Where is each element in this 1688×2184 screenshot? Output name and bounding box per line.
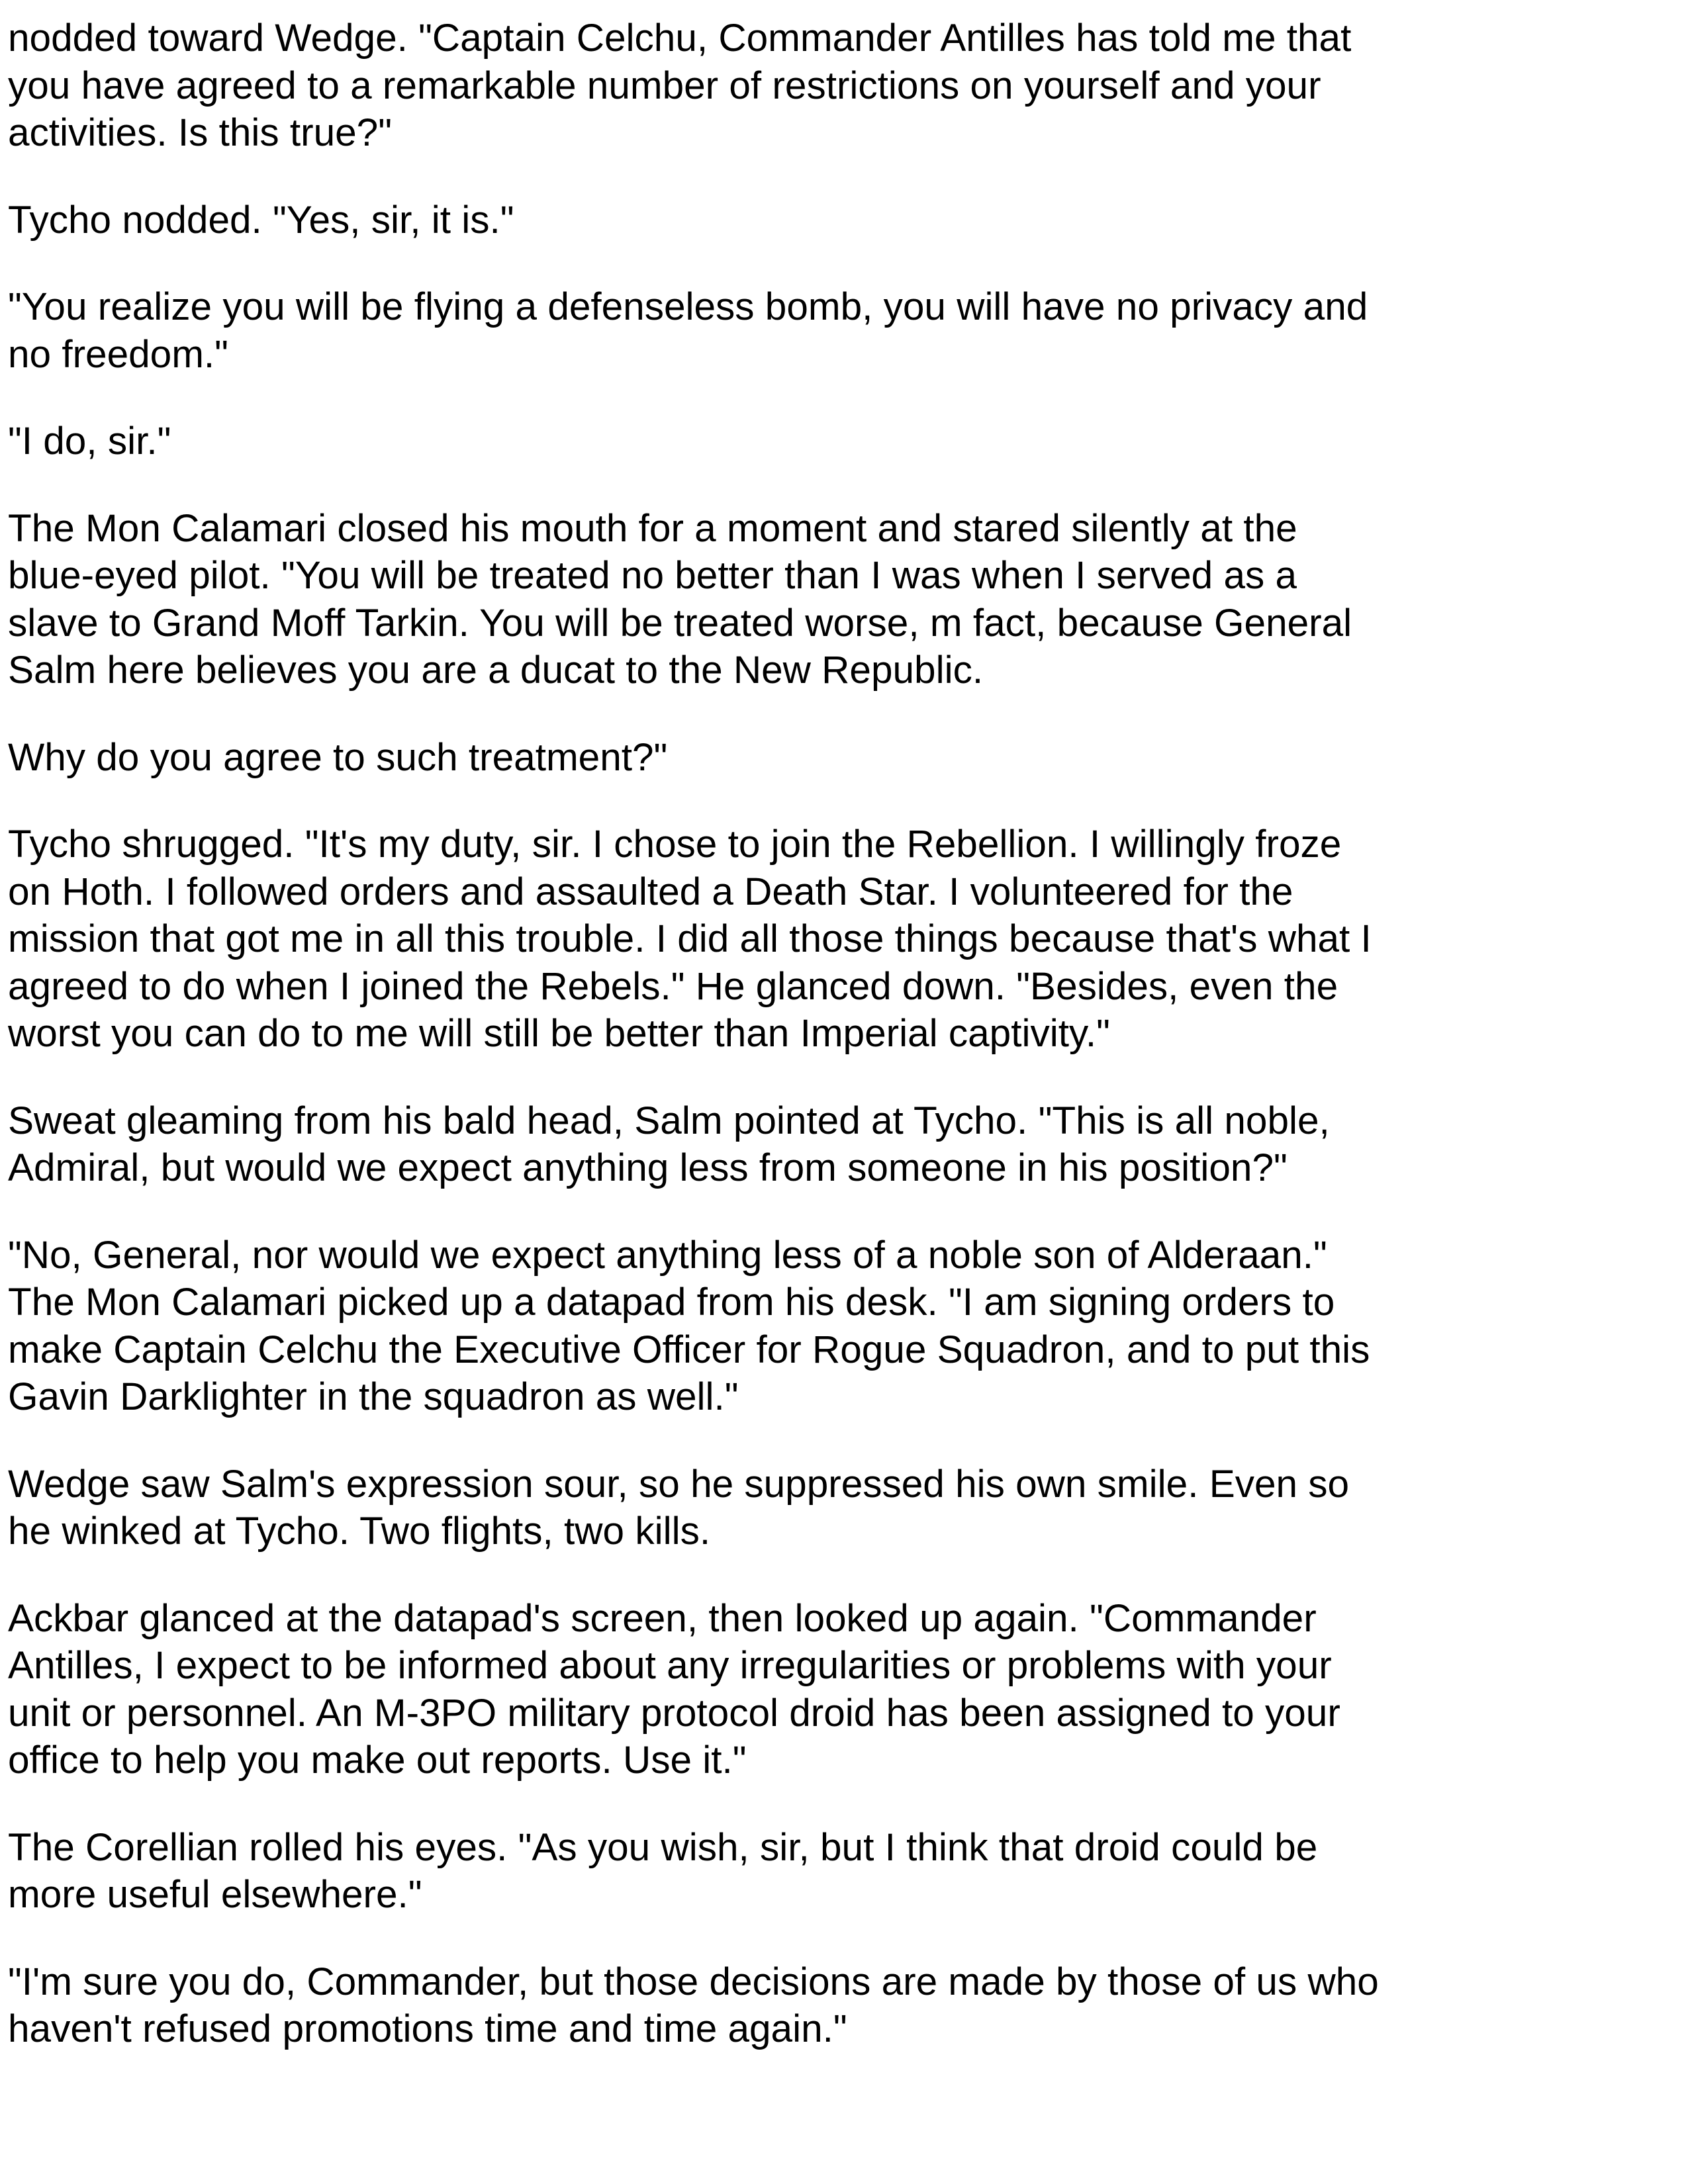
paragraph-2: Tycho nodded. "Yes, sir, it is." <box>8 198 514 242</box>
paragraph-9: "No, General, nor would we expect anything less of a noble son of Alderaan." The Mon Calamari picked up a datapad from his desk. "I am signing orders to make Captain Celchu the Executive Officer for Rogue Squadron, and to put this Gavin Darklighter in the squadron as well." <box>8 1233 1370 1418</box>
paragraph-8: Sweat gleaming from his bald head, Salm pointed at Tycho. "This is all noble, Admiral, but would we expect anything less from someone in his position?" <box>8 1099 1330 1189</box>
paragraph-12: The Corellian rolled his eyes. "As you wish, sir, but I think that droid could be more useful elsewhere." <box>8 1825 1318 1916</box>
paragraph-13: "I'm sure you do, Commander, but those decisions are made by those of us who haven't refused promotions time and time again." <box>8 1960 1379 2050</box>
paragraph-5: The Mon Calamari closed his mouth for a moment and stared silently at the blue-eyed pilot. "You will be treated no better than I was when I served as a slave to Grand Moff Tarkin. You will be treated worse, m fact, because General Salm here believes you are a ducat to the New Republic. <box>8 506 1352 692</box>
paragraph-3: "You realize you will be flying a defenseless bomb, you will have no privacy and no freedom." <box>8 285 1368 376</box>
paragraph-6: Why do you agree to such treatment?" <box>8 735 668 779</box>
paragraph-10: Wedge saw Salm's expression sour, so he suppressed his own smile. Even so he winked at Tycho. Two flights, two kills. <box>8 1462 1350 1553</box>
paragraph-4: "I do, sir." <box>8 420 171 463</box>
document-page <box>8 15 1385 2053</box>
paragraph-11: Ackbar glanced at the datapad's screen, then looked up again. "Commander Antilles, I expect to be informed about any irregularities or problems with your unit or personnel. An M-3PO military protocol droid has been assigned to your office to help you make out reports. Use it." <box>8 1596 1340 1782</box>
paragraph-1: nodded toward Wedge. "Captain Celchu, Commander Antilles has told me that you have agreed to a remarkable number of restrictions on yourself and your activities. Is this true?" <box>8 17 1352 154</box>
paragraph-7: Tycho shrugged. "It's my duty, sir. I chose to join the Rebellion. I willingly froze on Hoth. I followed orders and assaulted a Death Star. I volunteered for the mission that got me in all this trouble. I did all those things because that's what I agreed to do when I joined the Rebels." He glanced down. "Besides, even the worst you can do to me will still be better than Imperial captivity." <box>8 823 1372 1055</box>
